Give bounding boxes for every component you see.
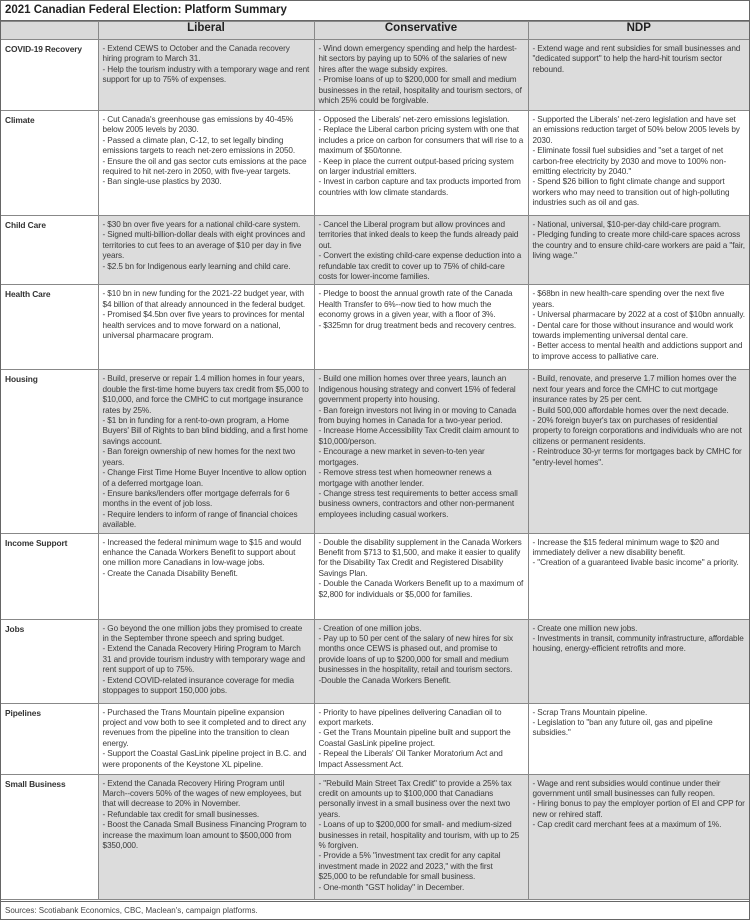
row-topic: Income Support [1, 533, 98, 619]
ndp-point: - Build, renovate, and preserve 1.7 million homes over the next four years and force the CMHC to cut mortgage insurance rates by 25 per cent. [532, 374, 737, 405]
liberal-point: - Go beyond the one million jobs they promised to create in the September throne speech and spring budget. [102, 623, 303, 643]
cell-ndp [528, 619, 749, 703]
cell-liberal [98, 111, 314, 216]
page-title: 2021 Canadian Federal Election: Platform Summary [1, 1, 749, 21]
cell-ndp [528, 774, 749, 899]
table-row [1, 619, 749, 703]
table-row [1, 703, 749, 774]
liberal-point: - Ban single-use plastics by 2030. [102, 177, 222, 187]
conservative-point: - Keep in place the current output-based pricing system on larger industrial emitters. [318, 156, 514, 177]
conservative-point: - Opposed the Liberals' net-zero emissions legislation. [318, 115, 510, 124]
conservative-point: - Provide a 5% "investment tax credit for any capital investment made in 2022 and 2023," with the first $25,000 to be refundable for small business. [318, 851, 501, 882]
header-liberal: Liberal [98, 22, 314, 40]
cell-liberal [98, 533, 314, 619]
ndp-point: - Eliminate fossil fuel subsidies and "set a target of net carbon-free electricity by 2030 and move to 100% non-emitting electricity by 2040." [532, 146, 727, 177]
row-topic: Child Care [1, 216, 98, 285]
row-topic: Jobs [1, 619, 98, 703]
ndp-point: - Legislation to "ban any future oil, gas and pipeline subsidies." [532, 717, 713, 738]
conservative-point: - Invest in carbon capture and tax products imported from countries with low climate standards. [318, 177, 521, 197]
row-topic: Pipelines [1, 703, 98, 774]
liberal-point: - Support the Coastal GasLink pipeline project in B.C. and were proponents of the Keystone XL pipeline. [102, 749, 307, 769]
liberal-point: - Cut Canada's greenhouse gas emissions by 40-45% below 2005 levels by 2030. [102, 115, 294, 135]
cell-conservative [314, 370, 528, 533]
cell-ndp [528, 40, 749, 111]
ndp-point: - Build 500,000 affordable homes over the next decade. [532, 405, 729, 415]
table-row [1, 111, 749, 216]
ndp-point: - Reintroduce 30-yr terms for mortgages back by CMHC for "entry-level homes". [532, 447, 742, 467]
conservative-point: - Double the Canada Workers Benefit up to a maximum of $2,800 for individuals or $5,000 for families. [318, 579, 524, 599]
liberal-point: - Promised $4.5bn over five years to provinces for mental health services and to move forward on a national, universal pharmacare program. [102, 310, 305, 341]
conservative-point: - Convert the existing child-care expense deduction into a refundable tax credit to cover up to 75% of child-care costs for lower-income families. [318, 251, 522, 282]
conservative-point: - Get the Trans Mountain pipeline built and support the Coastal GasLink pipeline project. [318, 728, 511, 748]
liberal-point: - $1 bn in funding for a rent-to-own program, a Home Buyers' Bill of Rights to ban blind bidding, and a first home savings account. [102, 416, 308, 446]
liberal-point: - Change First Time Home Buyer Incentive to allow option of a deferred mortgage loan. [102, 468, 307, 488]
cell-conservative [314, 703, 528, 774]
ndp-point: - Cap credit card merchant fees at a maximum of 1%. [532, 820, 722, 830]
row-topic: Housing [1, 370, 98, 533]
table-row [1, 216, 749, 285]
table-row [1, 533, 749, 619]
conservative-point: - Loans of up to $200,000 for small- and medium-sized businesses in retail, hospitality and tourism, with up to 25 % forgiven. [318, 820, 520, 850]
cell-conservative [314, 111, 528, 216]
conservative-point: - Increase Home Accessibility Tax Credit claim amount to $10,000/person. [318, 426, 519, 446]
conservative-point: - Replace the Liberal carbon pricing system with one that includes a price on carbon for consumers that will rise to a maximum of $50/tonne. [318, 125, 524, 156]
liberal-point: - Signed multi-billion-dollar deals with eight provinces and territories to cut fees to an average of $10 per day in five years. [102, 230, 305, 261]
conservative-point: - One-month "GST holiday" in December. [318, 882, 465, 892]
conservative-point: - Wind down emergency spending and help the hardest-hit sectors by paying up to 50% of the salaries of new hires after the wage subsidy expires. [318, 44, 517, 74]
ndp-point: - Spend $26 billion to fight climate change and support workers who may need to transition out of high-polluting industries such as oil and gas. [532, 177, 730, 208]
liberal-point: - Ban foreign ownership of new homes for the next two years. [102, 447, 296, 467]
conservative-point: - Creation of one million jobs. [318, 623, 422, 633]
liberal-point: - Extend CEWS to October and the Canada recovery hiring program to March 31. [102, 44, 290, 64]
cell-liberal [98, 774, 314, 899]
cell-liberal [98, 619, 314, 703]
table-row [1, 40, 749, 111]
liberal-point: - Increased the federal minimum wage to $15 and would enhance the Canada Workers Benefit to support about one million more Canadians in low-wage jobs. [102, 537, 302, 568]
ndp-point: - Investments in transit, community infrastructure, affordable housing, energy-efficient retrofits and more. [532, 633, 744, 654]
conservative-point: - $325mn for drug treatment beds and recovery centres. [318, 320, 517, 330]
cell-ndp [528, 111, 749, 216]
ndp-point: - Wage and rent subsidies would continue under their government until small businesses can fully reopen. [532, 778, 721, 798]
liberal-point: - Refundable tax credit for small businesses. [102, 809, 260, 819]
ndp-point: - "Creation of a guaranteed livable basic income" a priority. [532, 558, 739, 568]
row-topic: Health Care [1, 285, 98, 370]
header-conservative: Conservative [314, 22, 528, 40]
conservative-point: - Ban foreign investors not living in or moving to Canada from buying homes in Canada for a two-year period. [318, 405, 517, 426]
cell-conservative [314, 774, 528, 899]
liberal-point: - Passed a climate plan, C-12, to set legally binding emissions targets to reach net-zero emissions in 2050. [102, 135, 296, 156]
cell-ndp [528, 285, 749, 370]
liberal-point: - Help the tourism industry with a temporary wage and rent support for up to 75% of expenses. [102, 64, 310, 85]
liberal-point: - Extend COVID-related insurance coverage for media stoppages to support 150,000 jobs. [102, 675, 294, 695]
table-body [1, 40, 749, 900]
liberal-point: - Build, preserve or repair 1.4 million homes in four years, double the first-time home buyers tax credit from $5,000 to $10,000, and force the CMHC to cut mortgage insurance rates by 25%. [102, 374, 309, 415]
liberal-point: - $30 bn over five years for a national child-care system. [102, 220, 301, 229]
cell-ndp [528, 533, 749, 619]
liberal-point: - Extend the Canada Recovery Hiring Program until March--covers 50% of the wages of new employees, but that will decrease to 20% in November. [102, 778, 302, 809]
conservative-point: -Double the Canada Workers Benefit. [318, 675, 451, 685]
cell-liberal [98, 703, 314, 774]
liberal-point: - Extend the Canada Recovery Hiring Program to March 31 and provide tourism industry with temporary wage and rent support of up to 75%. [102, 644, 305, 675]
cell-liberal [98, 216, 314, 285]
liberal-point: - Ensure the oil and gas sector cuts emissions at the pace required to hit net-zero in 2050, with five-year targets. [102, 156, 307, 177]
conservative-point: - Build one million homes over three years, launch an Indigenous housing strategy and convert 15% of federal government property into housing. [318, 374, 516, 405]
liberal-point: - Boost the Canada Small Business Financing Program to increase the maximum loan amount to $500,000 from $350,000. [102, 820, 307, 850]
conservative-point: - Pledge to boost the annual growth rate of the Canada Health Transfer to 6%--now tied to how much the economy grows in a given year, with a floor of 3%. [318, 289, 513, 320]
sources-footer: Sources: Scotiabank Economics, CBC, Maclean's, campaign platforms. [1, 901, 749, 919]
cell-conservative [314, 285, 528, 370]
cell-ndp [528, 216, 749, 285]
header-topic [1, 22, 98, 40]
header-ndp: NDP [528, 22, 749, 40]
conservative-point: - Double the disability supplement in the Canada Workers Benefit from $713 to $1,500, and make it easier to qualify for the Disability Tax Credit and Registered Disability Savings Plan. [318, 537, 522, 578]
ndp-point: - Supported the Liberals' net-zero legislation and have set an emissions reduction target of 50% below 2005 levels by 2030. [532, 115, 740, 145]
ndp-point: - $68bn in new health-care spending over the next five years. [532, 289, 725, 309]
conservative-point: - "Rebuild Main Street Tax Credit" to provide a 25% tax credit on amounts up to $100,000 that Canadians personally invest in a small business over the next two years. [318, 778, 512, 819]
cell-liberal [98, 370, 314, 533]
table-row [1, 774, 749, 899]
row-topic: Climate [1, 111, 98, 216]
row-topic: Small Business [1, 774, 98, 899]
conservative-point: - Priority to have pipelines delivering Canadian oil to export markets. [318, 707, 502, 727]
row-topic: COVID-19 Recovery [1, 40, 98, 111]
conservative-point: - Change stress test requirements to better access small business owners, contractors and other non-permanent employees including casual workers. [318, 488, 518, 519]
conservative-point: - Pay up to 50 per cent of the salary of new hires for six months once CEWS is phased out, and promise to provide loans of up to $200,000 for small and medium businesses in the hospitality, retail and tourism sectors. [318, 633, 513, 675]
conservative-point: - Remove stress test when homeowner renews a mortgage with another lender. [318, 468, 492, 488]
ndp-point: - Hiring bonus to pay the employer portion of EI and CPP for new or rehired staff. [532, 799, 745, 819]
cell-ndp [528, 370, 749, 533]
cell-ndp [528, 703, 749, 774]
table-row [1, 370, 749, 533]
cell-conservative [314, 40, 528, 111]
header-row [1, 22, 749, 40]
platform-table [1, 21, 749, 900]
ndp-point: - National, universal, $10-per-day child-care program. [532, 220, 721, 229]
ndp-point: - Universal pharmacare by 2022 at a cost of $10bn annually. [532, 310, 745, 320]
ndp-point: - 20% foreign buyer's tax on purchases of residential property to foreign corporations and individuals who are not citizens or permanent residents. [532, 416, 742, 446]
cell-conservative [314, 619, 528, 703]
ndp-point: - Create one million new jobs. [532, 623, 638, 633]
cell-conservative [314, 216, 528, 285]
ndp-point: - Dental care for those without insurance and would work towards implementing universal dental care. [532, 320, 734, 341]
ndp-point: - Scrap Trans Mountain pipeline. [532, 707, 648, 717]
cell-liberal [98, 285, 314, 370]
liberal-point: - Create the Canada Disability Benefit. [102, 568, 238, 578]
conservative-point: - Promise loans of up to $200,000 for small and medium businesses in the retail, hospitality and tourism sectors, of which 25% could be forgivable. [318, 75, 522, 106]
conservative-point: - Cancel the Liberal program but allow provinces and territories that inked deals to keep the funds already paid out. [318, 220, 519, 250]
ndp-point: - Pledging funding to create more child-care spaces across the country and to ensure child-care workers are paid a "fair, living wage." [532, 230, 745, 261]
ndp-point: - Increase the $15 federal minimum wage to $20 and immediately deliver a new disability benefit. [532, 537, 720, 557]
liberal-point: - $10 bn in new funding for the 2021-22 budget year, with $4 billion of that already announced in the federal budget. [102, 289, 306, 309]
ndp-point: - Extend wage and rent subsidies for small businesses and "dedicated support" to help the hard-hit tourism sector rebound. [532, 44, 741, 74]
liberal-point: - Ensure banks/lenders offer mortgage deferrals for 6 months in the event of job loss. [102, 488, 290, 509]
cell-conservative [314, 533, 528, 619]
conservative-point: - Encourage a new market in seven-to-ten year mortgages. [318, 447, 485, 467]
table-row [1, 285, 749, 370]
cell-liberal [98, 40, 314, 111]
liberal-point: - Require lenders to inform of range of financial choices available. [102, 509, 298, 530]
ndp-point: - Better access to mental health and addictions support and to improve access to palliative care. [532, 341, 743, 361]
liberal-point: - Purchased the Trans Mountain pipeline expansion project and vow both to see it completed and to direct any revenues from the pipeline into the transition to clean energy. [102, 707, 307, 748]
conservative-point: - Repeal the Liberals' Oil Tanker Moratorium Act and Impact Assessment Act. [318, 749, 503, 769]
liberal-point: - $2.5 bn for Indigenous early learning and child care. [102, 261, 291, 271]
